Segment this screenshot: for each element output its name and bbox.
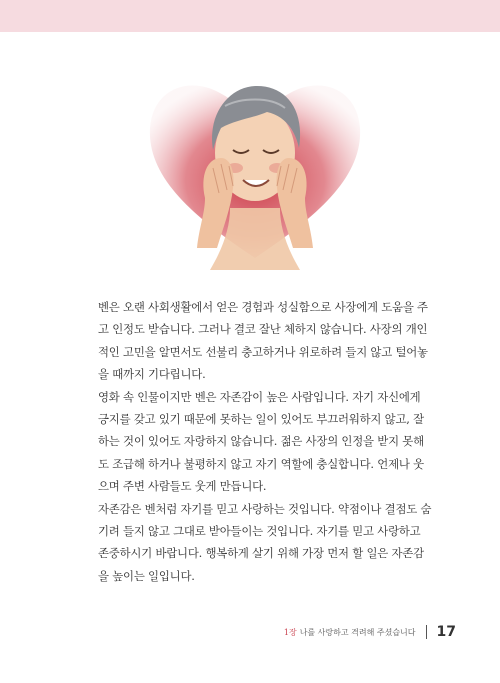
body-line: 하는 것이 있어도 자랑하지 않습니다. 젊은 사장의 인정을 받지 못해	[98, 434, 424, 449]
body-line: 존중하시기 바랍니다. 행복하게 살기 위해 가장 먼저 할 일은 자존감	[98, 546, 424, 561]
page-number: 17	[436, 624, 456, 640]
body-line: 을 때까지 기다립니다.	[98, 367, 206, 382]
body-paragraphs	[98, 296, 442, 587]
body-line: 긍지를 갖고 있기 때문에 못하는 일이 있어도 부끄러워하지 않고, 잘	[98, 412, 424, 427]
body-line: 기려 들지 않고 그대로 받아들이는 것입니다. 자기를 믿고 사랑하고	[98, 524, 421, 539]
illustration-woman-heart	[135, 58, 375, 273]
top-color-band	[0, 0, 500, 32]
body-line: 고 인정도 받습니다. 그러나 결코 잘난 체하지 않습니다. 사장의 개인	[98, 322, 428, 337]
body-line: 으며 주변 사람들도 웃게 만듭니다.	[98, 479, 267, 494]
body-line: 벤은 오랜 사회생활에서 얻은 경험과 성실함으로 사장에게 도움을 주	[98, 300, 428, 314]
body-line: 자존감은 벤처럼 자기를 믿고 사랑하는 것입니다. 약점이나 결점도 숨	[98, 501, 432, 516]
body-line: 을 높이는 일입니다.	[98, 568, 195, 583]
body-line: 영화 속 인물이지만 벤은 자존감이 높은 사람입니다. 자기 자신에게	[98, 389, 421, 404]
body-line: 도 조급해 하거나 불평하지 않고 자기 역할에 충실합니다. 언제나 웃	[98, 456, 424, 471]
page-footer	[284, 623, 456, 641]
footer-divider	[426, 625, 427, 639]
chapter-number: 1장	[283, 627, 297, 637]
body-line: 적인 고민을 알면서도 선불리 충고하거나 위로하려 들지 않고 털어놓	[98, 344, 428, 359]
chapter-title: 나를 사랑하고 격려해 주셨습니다	[299, 627, 416, 637]
